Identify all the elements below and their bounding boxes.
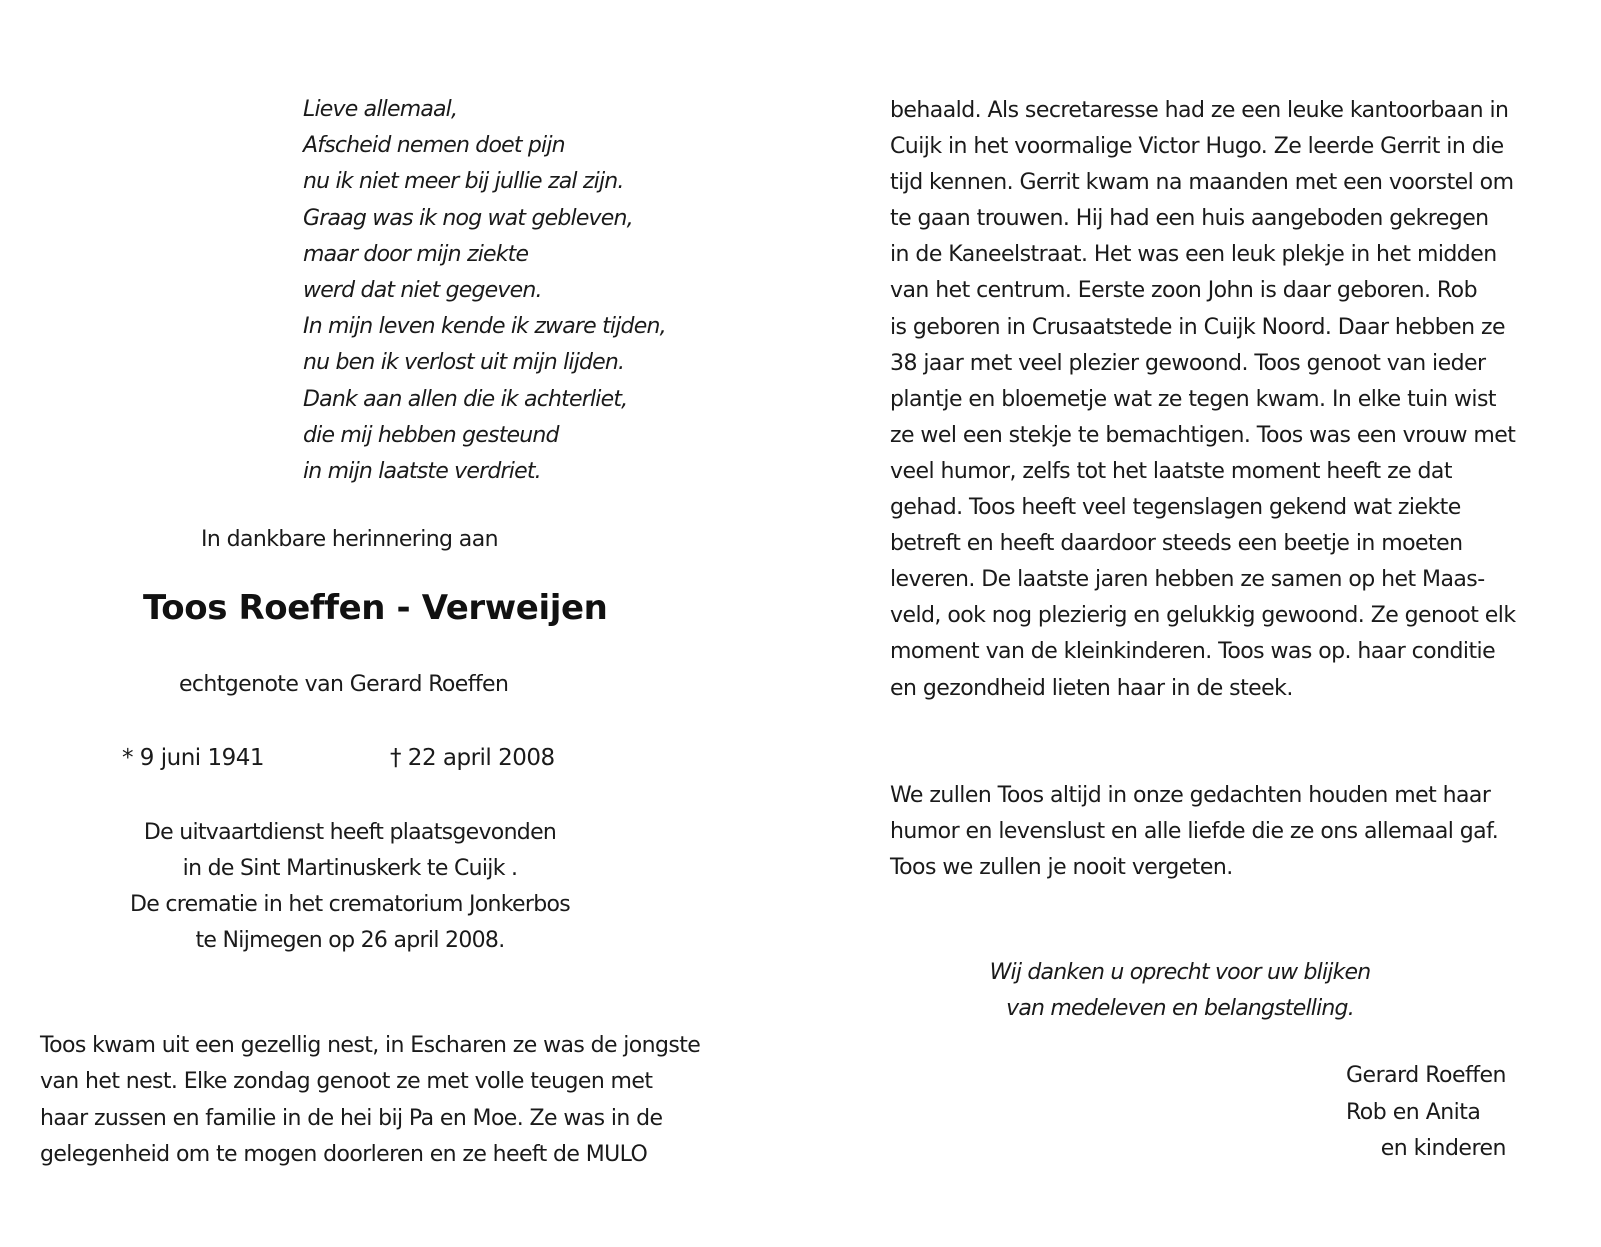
signatures: [1346, 1058, 1506, 1168]
remembrance-line: Toos we zullen je nooit vergeten.: [890, 855, 1233, 881]
biography-line: gelegenheid om te mogen doorleren en ze heeft de MULO: [40, 1142, 648, 1168]
spouse-line: echtgenote van Gerard Roeffen: [179, 672, 509, 697]
service-details: [100, 815, 600, 959]
poem-line: die mij hebben gesteund: [303, 422, 559, 448]
biography-line: leveren. De laatste jaren hebben ze samen op het Maas-: [890, 567, 1485, 593]
memorial-intro: In dankbare herinnering aan: [201, 527, 498, 552]
biography-line: in de Kaneelstraat. Het was een leuk plekje in het midden: [890, 242, 1497, 268]
service-line: De crematie in het crematorium Jonkerbos: [129, 892, 571, 917]
biography-line: van het nest. Elke zondag genoot ze met volle teugen met: [40, 1069, 653, 1095]
signature-line: Rob en Anita: [1346, 1099, 1481, 1125]
left-page: [0, 0, 800, 1247]
poem-line: Graag was ik nog wat gebleven,: [303, 205, 633, 231]
biography-line: veld, ook nog plezierig en gelukkig gewoond. Ze genoot elk: [890, 603, 1516, 629]
remembrance: [890, 778, 1498, 887]
poem-line: Lieve allemaal,: [303, 97, 458, 122]
service-line: De uitvaartdienst heeft plaatsgevonden: [143, 820, 557, 845]
biography-line: is geboren in Crusaatstede in Cuijk Noord. Daar hebben ze: [890, 314, 1505, 340]
poem-line: werd dat niet gegeven.: [303, 278, 542, 304]
poem-line: Dank aan allen die ik achterliet,: [303, 386, 628, 412]
right-page: [800, 0, 1601, 1247]
biography-line: Toos kwam uit een gezellig nest, in Escharen ze was de jongste: [40, 1033, 701, 1058]
thanks-line: Wij danken u oprecht voor uw blijken: [989, 960, 1371, 985]
deceased-name: Toos Roeffen - Verweijen: [143, 588, 608, 628]
biography-line: veel humor, zelfs tot het laatste moment heeft ze dat: [890, 458, 1452, 484]
biography-line: 38 jaar met veel plezier gewoond. Toos genoot van ieder: [890, 350, 1486, 376]
biography-line: gehad. Toos heeft veel tegenslagen gekend wat ziekte: [890, 495, 1461, 521]
remembrance-line: We zullen Toos altijd in onze gedachten houden met haar: [890, 783, 1491, 808]
signature-line: Gerard Roeffen: [1346, 1063, 1506, 1088]
poem-line: nu ben ik verlost uit mijn lijden.: [303, 350, 625, 376]
remembrance-line: humor en levenslust en alle liefde die ze ons allemaal gaf.: [890, 819, 1499, 845]
biography-line: plantje en bloemetje wat ze tegen kwam. In elke tuin wist: [890, 386, 1496, 412]
biography-line: betreft en heeft daardoor steeds een beetje in moeten: [890, 531, 1463, 557]
biography-line: van het centrum. Eerste zoon John is daar geboren. Rob: [890, 278, 1477, 304]
biography-line: ze wel een stekje te bemachtigen. Toos was een vrouw met: [890, 422, 1516, 448]
poem-line: maar door mijn ziekte: [303, 241, 529, 267]
biography-line: Cuijk in het voormalige Victor Hugo. Ze leerde Gerrit in die: [890, 134, 1504, 160]
death-date: † 22 april 2008: [390, 745, 555, 771]
biography-line: haar zussen en familie in de hei bij Pa en Moe. Ze was in de: [40, 1105, 663, 1131]
poem-line: In mijn leven kende ik zware tijden,: [303, 314, 666, 340]
poem: [303, 92, 666, 490]
biography-continued: [890, 93, 1516, 707]
signature-line: en kinderen: [1380, 1136, 1506, 1161]
poem-line: Afscheid nemen doet pijn: [303, 133, 565, 159]
biography-start: [40, 1028, 700, 1174]
biography-line: tijd kennen. Gerrit kwam na maanden met een voorstel om: [890, 170, 1514, 196]
biography-line: te gaan trouwen. Hij had een huis aangeboden gekregen: [890, 206, 1489, 232]
biography-line: moment van de kleinkinderen. Toos was op. haar conditie: [890, 639, 1496, 665]
poem-line: in mijn laatste verdriet.: [303, 459, 541, 485]
service-line: in de Sint Martinuskerk te Cuijk .: [182, 856, 518, 881]
birth-date: * 9 juni 1941: [122, 745, 265, 771]
service-line: te Nijmegen op 26 april 2008.: [195, 928, 505, 953]
thanks-line: van medeleven en belangstelling.: [1006, 996, 1354, 1021]
thanks-message: [960, 955, 1400, 1027]
poem-line: nu ik niet meer bij jullie zal zijn.: [303, 169, 624, 195]
biography-line: behaald. Als secretaresse had ze een leuke kantoorbaan in: [890, 98, 1509, 123]
biography-line: en gezondheid lieten haar in de steek.: [890, 675, 1293, 701]
